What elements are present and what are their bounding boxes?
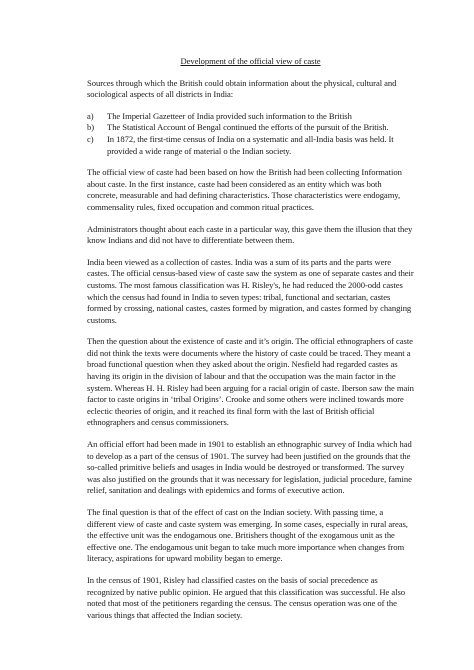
list-item-text: The Statistical Account of Bengal continued the efforts of the pursuit of the British.: [107, 122, 389, 133]
paragraph-collection-of-castes: India been viewed as a collection of castes. India was a sum of its parts and the parts were castes. The official census-based view of caste saw the system as one of separate castes and their customs. The most famous classification was H. Risley's, he had reduced the 2000-odd castes which the census had found in India to seven types: tribal, functional and sectarian, castes formed by crossing, national castes, castes formed by migration, and castes formed by changing customs.: [87, 256, 414, 325]
paragraph-administrators: Administrators thought about each caste in a particular way, this gave them the illusion that they know Indians and did not have to differentiate between them.: [87, 223, 413, 246]
document-title: Development of the official view of caste: [180, 56, 321, 66]
intro-paragraph: Sources through which the British could obtain information about the physical, cultural and sociological aspects of all districts in India:: [87, 77, 397, 100]
paragraph-ethnographic-survey: An official effort had been made in 1901 to establish an ethnographic survey of India which had to develop as a part of the census of 1901. The survey had been justified on the grounds that the so-called primitive beliefs and usages in India would be destroyed or transformed. The survey was also justified on the grounds that it was necessary for legislation, judicial procedure, famine relief, sanitation and dealings with epidemics and forms of executive action.: [87, 439, 412, 496]
paragraph-census-1901: In the census of 1901, Risley had classified castes on the basis of social precedence as recognized by native public opinion. He argued that this classification was successful. He also noted that most of the petitioners regarding the census. The census operation was one of the various things that affected the Indian society.: [87, 574, 405, 620]
paragraph-official-view: The official view of caste had been based on how the British had been collecting Information about caste. In the first instance, caste had been considered as an entity which was both concrete, measurable and had defining characteristics. Those characteristics were endogamy, commensality rules, fixed occupation and common ritual practices.: [87, 167, 402, 212]
list-marker: a): [87, 110, 94, 121]
list-item-text: In 1872, the first-time census of India on a systematic and all-India basis was held. It provided a wide range of material o the Indian society.: [107, 133, 394, 156]
paragraph-origin-of-caste: Then the question about the existence of caste and it’s origin. The official ethnographers of caste did not think the texts were documents where the history of caste could be traced. They meant a broad functional question when they asked about the origin. Nesfield had regarded castes as having its origin in the division of labour and that the occupation was the main factor in the system. Whereas H. H. Risley had been arguing for a racial origin of caste. Iberson saw the main factor to caste origins in ‘tribal Origins’. Crooke and some others were inclined towards more eclectic theories of origin, and it reached its final form with the last of British official ethnographers and census commissioners.: [87, 336, 414, 428]
list-item-text: The Imperial Gazetteer of India provided such information to the British: [107, 110, 352, 121]
list-marker: c): [87, 133, 94, 144]
list-marker: b): [87, 122, 95, 133]
list-item: [87, 122, 414, 134]
list-item: [87, 111, 414, 123]
paragraph-effect-on-society: The final question is that of the effect of cast on the Indian society. With passing time, a different view of caste and caste system was emerging. In some cases, especially in rural areas, the effective unit was the endogamous one. Britishers thought of the exogamous unit as the effective one. The endogamous unit began to take much more importance when changes from literacy, aspirations for upward mobility began to emerge.: [87, 507, 408, 564]
list-item: [87, 134, 414, 157]
sources-list: [87, 111, 414, 157]
